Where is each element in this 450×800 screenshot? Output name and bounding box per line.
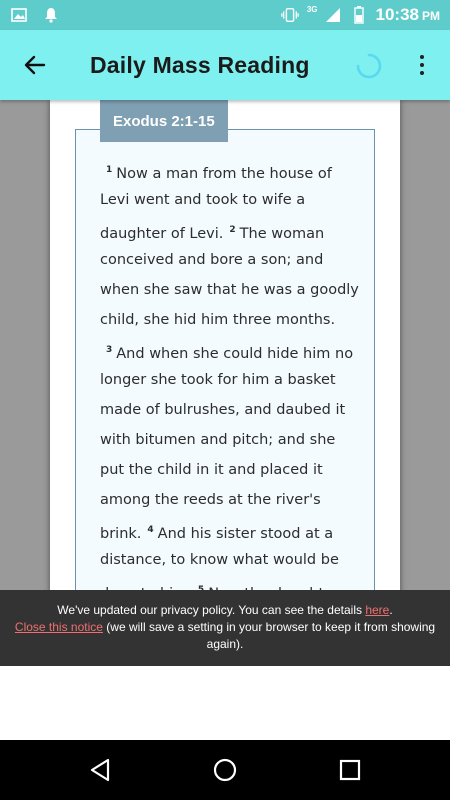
more-dot-icon	[420, 63, 424, 67]
vibrate-icon	[281, 6, 299, 24]
loading-spinner-icon	[355, 52, 383, 80]
notification-bell-icon	[42, 6, 60, 24]
reading-line	[100, 395, 360, 425]
signal-icon	[324, 6, 342, 24]
verse-number: 1	[106, 165, 113, 175]
network-type-label: 3G	[306, 4, 318, 14]
blank-area	[0, 666, 450, 740]
verse-number: 2	[229, 225, 236, 235]
square-recents-icon	[339, 759, 361, 781]
page-title: Daily Mass Reading	[90, 51, 310, 78]
battery-icon	[350, 6, 368, 24]
reading-text	[100, 155, 360, 595]
verse-text: The woman	[239, 226, 325, 242]
reading-page[interactable]	[50, 100, 400, 595]
navigation-bar	[0, 740, 450, 800]
status-bar	[0, 0, 450, 30]
verse-text: made of bulrushes, and daubed it	[100, 402, 346, 418]
reading-reference: Exodus 2:1-15	[100, 100, 228, 142]
reading-line	[100, 305, 360, 335]
verse-text: daughter of Levi.	[100, 226, 224, 242]
verse-text: And his sister stood at a	[157, 526, 334, 542]
reading-line	[100, 545, 360, 575]
circle-home-icon	[213, 758, 237, 782]
verse-text: And when she could hide him no	[116, 346, 354, 362]
privacy-details-link[interactable]: here	[365, 603, 390, 617]
notice-line-2	[0, 619, 450, 653]
status-time	[376, 5, 440, 25]
verse-number: 3	[106, 345, 113, 355]
reading-line	[100, 185, 360, 215]
reading-line	[100, 215, 360, 245]
verse-text: conceived and bore a son; and	[100, 252, 324, 268]
verse-text: distance, to know what would be	[100, 552, 339, 568]
more-dot-icon	[420, 55, 424, 59]
verse-text: with bitumen and pitch; and she	[100, 432, 336, 448]
more-options-button[interactable]	[410, 50, 434, 80]
triangle-back-icon	[89, 758, 111, 782]
more-dot-icon	[420, 71, 424, 75]
verse-text: put the child in it and placed it	[100, 462, 323, 478]
reading-line	[100, 485, 360, 515]
back-button[interactable]	[20, 50, 50, 80]
gallery-icon	[10, 6, 28, 24]
reading-line	[100, 245, 360, 275]
notice-text: We've updated our privacy policy. You can see the details	[57, 603, 366, 617]
reading-line	[100, 335, 360, 365]
reading-line	[100, 425, 360, 455]
verse-text: among the reeds at the river's	[100, 492, 321, 508]
close-notice-link[interactable]: Close this notice	[14, 620, 103, 634]
reading-line	[100, 515, 360, 545]
reading-line	[100, 275, 360, 305]
status-right	[281, 5, 440, 25]
verse-text: Now a man from the house of	[116, 166, 332, 182]
verse-number: 4	[147, 525, 154, 535]
notice-close-text: (we will save a setting in your browser to keep it from showing again).	[102, 620, 436, 651]
verse-text: Levi went and took to wife a	[100, 192, 306, 208]
nav-back-button[interactable]	[85, 755, 115, 785]
reading-line	[100, 155, 360, 185]
reading-line	[100, 365, 360, 395]
status-time-value: 10:38	[375, 5, 419, 24]
status-time-ampm: PM	[422, 9, 440, 23]
nav-home-button[interactable]	[210, 755, 240, 785]
notice-period: .	[389, 603, 393, 617]
nav-recents-button[interactable]	[335, 755, 365, 785]
privacy-notice	[0, 590, 450, 666]
reading-line	[100, 455, 360, 485]
verse-text: when she saw that he was a goodly	[100, 282, 359, 298]
notice-line-1	[0, 602, 450, 619]
verse-text: longer she took for him a basket	[100, 372, 336, 388]
app-bar	[0, 30, 450, 100]
verse-text: brink.	[100, 526, 142, 542]
verse-text: child, she hid him three months.	[100, 312, 336, 328]
status-left	[10, 6, 60, 24]
arrow-left-icon	[23, 53, 47, 77]
